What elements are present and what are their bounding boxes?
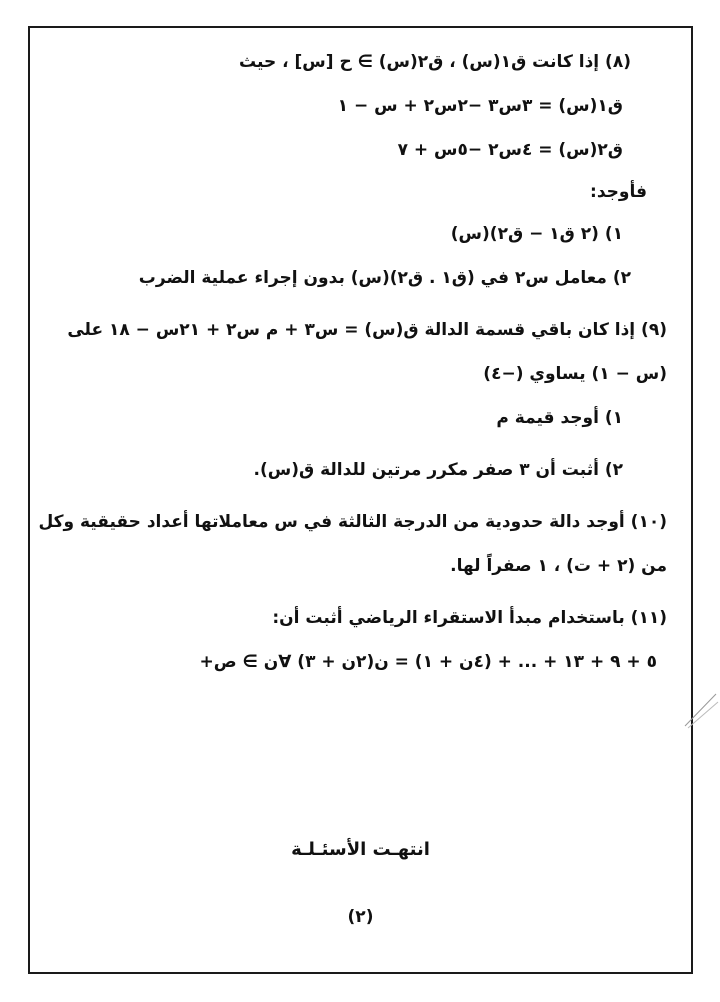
page-number: (٢) — [347, 907, 374, 927]
end-of-questions: انتهـت الأسئـلـة — [291, 839, 430, 860]
q8-header: (٨) إذا كانت ق١(س) ، ق٢(س) ∋ ح [س] ، حيث — [239, 52, 631, 72]
q8-poly2: ق٢(س) = ٤س٢ −٥س + ٧ — [397, 140, 623, 160]
q10-header: (١٠) أوجد دالة حدودية من الدرجة الثالثة في س معاملاتها أعداد حقيقية وكل — [38, 512, 667, 532]
q8-find: فأوجد: — [590, 182, 647, 202]
q9-header: (٩) إذا كان باقي قسمة الدالة ق(س) = س٣ + م س٢ + ٢١س − ١٨ على — [67, 320, 667, 340]
q9-part1: ١) أوجد قيمة م — [496, 408, 623, 428]
q8-part1: ١) (٢ ق١ − ق٢)(س) — [450, 224, 623, 244]
q11-equation: ٥ + ٩ + ١٣ + ... + (٤ن + ١) = ن(٢ن + ٣) ∀ن ∋ ص+ — [199, 652, 657, 672]
q8-poly1: ق١(س) = ٣س٣ −٢س٢ + س − ١ — [337, 96, 623, 116]
questions-content — [34, 40, 687, 927]
q10-header-cont: من (٢ + ت) ، ١ صفراً لها. — [450, 556, 667, 576]
q9-header-cont: (س − ١) يساوي (−٤) — [483, 364, 667, 384]
q8-part2: ٢) معامل س٢ في (ق١ . ق٢)(س) بدون إجراء عملية الضرب — [138, 268, 631, 288]
q11-header: (١١) باستخدام مبدأ الاستقراء الرياضي أثبت أن: — [272, 608, 667, 628]
q9-part2: ٢) أثبت أن ٣ صفر مكرر مرتين للدالة ق(س). — [253, 460, 623, 480]
pen-mark-icon — [680, 690, 720, 730]
